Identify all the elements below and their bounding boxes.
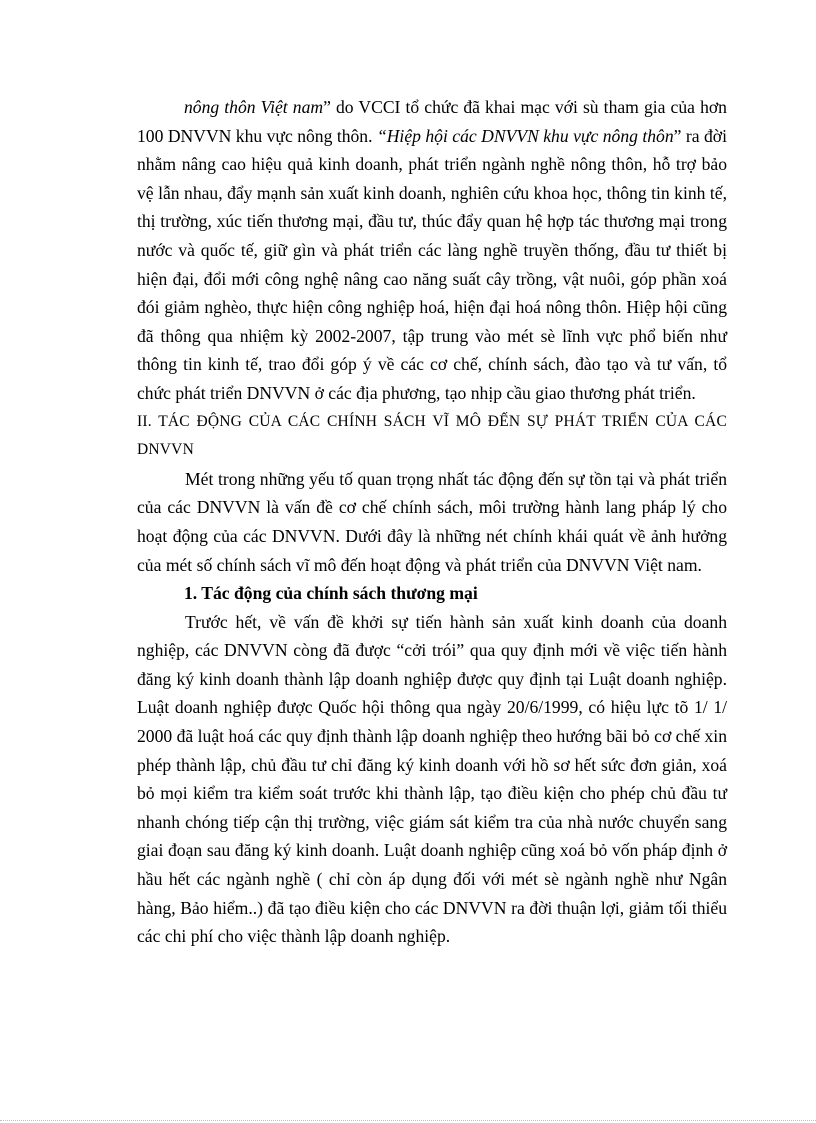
page-bottom-divider	[0, 1120, 816, 1121]
italic-phrase-2: “Hiệp hội các DNVVN khu vực nông thôn	[376, 125, 674, 146]
paragraph-intro: Mét trong những yếu tố quan trọng nhất tác động đến sự tồn tại và phát triển của các DNVVN là vấn đề cơ chế chính sách, môi trường hành lang pháp lý cho hoạt động của các DNVVN. Dưới đây là những nét chính khái quát về ảnh hưởng của mét số chính sách vĩ mô đến hoạt động và phát triển của DNVVN Việt nam.	[137, 468, 727, 575]
section-heading: II. TÁC ĐỘNG CỦA CÁC CHÍNH SÁCH VĨ MÔ ĐẾN SỰ PHÁT TRIỂN CỦA CÁC DNVVN	[137, 412, 727, 459]
paragraph-text-1: ” do VCCI tổ chức đã khai mạc với sù tham gia của hơn 100 DNVVN khu vực nông thôn.	[137, 97, 727, 146]
italic-phrase-1: nông thôn Việt nam	[184, 97, 324, 117]
body-text	[137, 93, 727, 951]
paragraph-text-2: ” ra đời nhằm nâng cao hiệu quả kinh doanh, phát triển ngành nghề nông thôn, hỗ trợ bảo vệ lẫn nhau, đẩy mạnh sản xuất kinh doanh, nghiên cứu khoa học, thông tin kinh tế, thị trường, xúc tiến thương mại, đầu tư, thúc đẩy quan hệ hợp tác thương mại trong nước và quốc tế, giữ gìn và phát triển các làng nghề truyền thống, đầu tư thiết bị hiện đại, đổi mới công nghệ nâng cao năng suất cây trồng, vật nuôi, góp phần xoá đói giảm nghèo, thực hiện công nghiệp hoá, hiện đại hoá nông thôn. Hiệp hội cũng đã thông qua nhiệm kỳ 2002-2007, tập trung vào mét sè lĩnh vực phổ biến như thông tin kinh tế, trao đổi góp ý về các cơ chế, chính sách, đào tạo và tư vấn, tổ chức phát triển DNVVN ở các địa phương, tạo nhịp cầu giao thương phát triển.	[137, 125, 727, 403]
paragraph-continued	[137, 93, 727, 408]
subsection-heading: 1. Tác động của chính sách thương mại	[184, 583, 478, 604]
paragraph-trade-policy: Trước hết, về vấn đề khởi sự tiến hành sản xuất kinh doanh của doanh nghiệp, các DNVVN còng đã được “cởi trói” qua quy định mới về việc tiến hành đăng ký kinh doanh thành lập doanh nghiệp được quy định tại Luật doanh nghiệp. Luật doanh nghiệp được Quốc hội thông qua ngày 20/6/1999, có hiệu lực tõ 1/ 1/ 2000 đã luật hoá các quy định thành lập doanh nghiệp theo hướng bãi bỏ cơ chế xin phép thành lập, chủ đầu tư chỉ đăng ký kinh doanh với hồ sơ hết sức đơn giản, xoá bỏ mọi kiểm tra kiểm soát trước khi thành lập, tạo điều kiện cho phép chủ đầu tư nhanh chóng tiếp cận thị trường, việc giám sát kiểm tra của nhà nước chuyển sang giai đoạn sau đăng ký kinh doanh. Luật doanh nghiệp cũng xoá bỏ vốn pháp định ở hầu hết các ngành nghề ( chỉ còn áp dụng đối với mét sè ngành nghề như Ngân hàng, Bảo hiểm..) đã tạo điều kiện cho các DNVVN ra đời thuận lợi, giảm tối thiểu các chi phí cho việc thành lập doanh nghiệp.	[137, 611, 727, 947]
